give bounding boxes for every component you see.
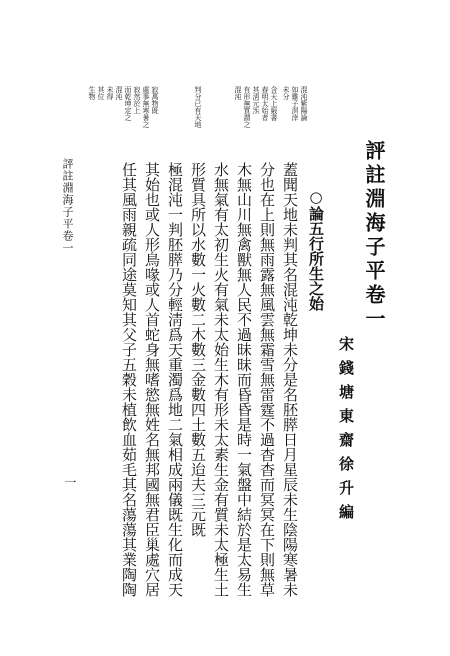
body-column: 極混沌一判胚膵乃分輕淸爲天重濁爲地二氣相成兩儀既生化而成天 (166, 162, 184, 597)
margin-note: 寂萬物既 (151, 86, 159, 114)
margin-note: 混沌 (234, 86, 242, 100)
body-column: 形質具所以水數一火數二木數三金數四土數五迨夫三元既 (189, 162, 207, 537)
section-heading: ○論五行所生之始 (307, 188, 325, 311)
margin-note: 判分已有天地 (194, 86, 202, 128)
body-column: 木無山川無禽獸無人民不過昧昧而昏昏是時一氣盤中結於是太易生 (235, 162, 253, 597)
body-column: 水無氣有太初生火有氣未太始生木有形未太素生金有質未太極生土 (212, 162, 230, 597)
body-column: 其始也或人形鳥喙或人首蛇身無嗜慾無姓名無邦國無君臣巢處穴居 (143, 162, 161, 597)
margin-note: 含天上竅書 (270, 86, 278, 121)
margin-note: 未分 (282, 86, 290, 100)
margin-note: 有形無質謂之 (243, 86, 251, 128)
running-head: 評註淵海子平卷一 (61, 158, 74, 254)
margin-note: 而乾坤定之 (124, 86, 132, 121)
margin-note: 春明太始者 (261, 86, 269, 121)
author-line: 宋錢塘東齋徐升編 (337, 336, 355, 528)
volume-title: 評註淵海子平卷一 (362, 140, 386, 332)
margin-note: 如雞子溟涬 (291, 86, 299, 121)
body-column: 任其風雨親疏同途莫知其父子五穀未植飲血茹毛其名蕩蕩其業陶陶 (120, 162, 138, 597)
margin-note: 混沌紫陽論 (300, 86, 308, 121)
margin-note: 混沌 (115, 86, 123, 100)
margin-note: 其淸元炁 (252, 86, 260, 114)
margin-note: 生物 (88, 86, 96, 100)
margin-note: 未得 (106, 86, 114, 100)
body-column: 分也在上則無雨露無風雲無霜雪無雷霆不過杳杳而冥冥在下則無草 (258, 162, 276, 597)
margin-note: 寂然於上 (133, 86, 141, 114)
page-number: 一 (63, 476, 77, 488)
margin-note: 其位 (97, 86, 105, 100)
body-column: 蓋聞天地未判其名混沌乾坤未分是名胚膵日月星辰未生陰陽寒暑未 (281, 162, 299, 597)
margin-note: 處事無寒暑之 (142, 86, 150, 128)
